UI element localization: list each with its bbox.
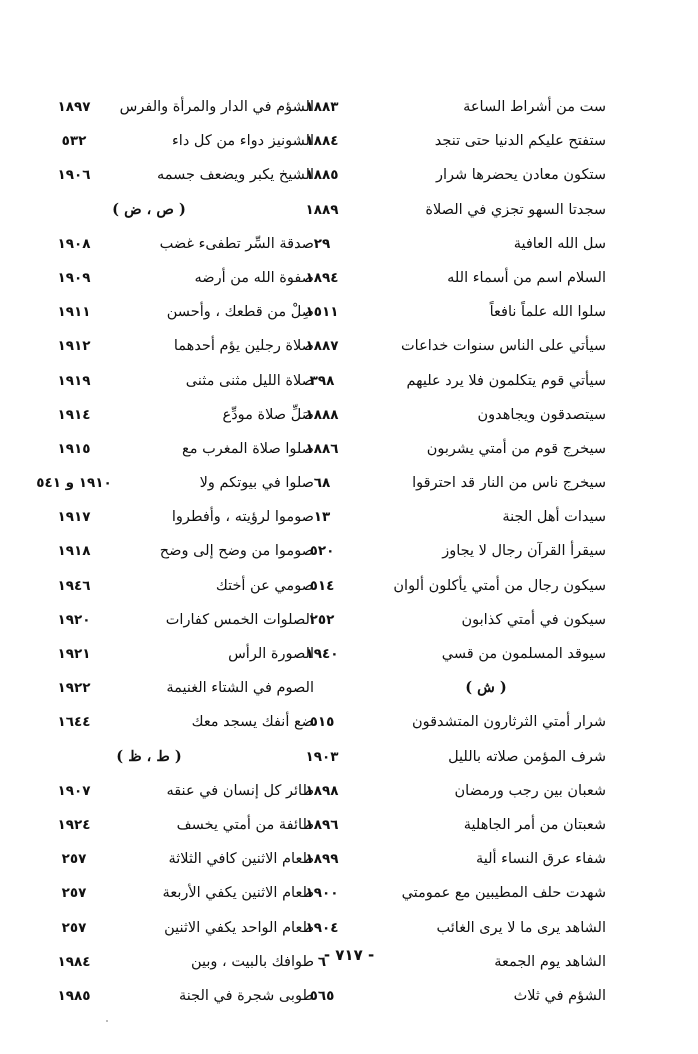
index-entry (286, 158, 606, 192)
entry-title: السلام اسم من أسماء الله (447, 269, 606, 286)
entry-number: ١٩٠٧ (57, 782, 91, 799)
entry-title: صدقة السِّر تطفىء غضب (159, 235, 314, 252)
entry-title: صلوا في بيوتكم ولا (199, 475, 314, 492)
entry-title: الشونيز دواء من كل داء (171, 133, 314, 150)
index-entry (286, 500, 606, 534)
entry-title: صومي عن أختك (215, 577, 314, 594)
index-entry (52, 398, 314, 432)
entry-number: ١٩١٩ (57, 372, 91, 389)
entry-title: سلوا الله علماً نافعاً (489, 304, 606, 321)
entry-title: طعام الاثنين يكفي الأربعة (162, 885, 314, 902)
index-entry (52, 637, 314, 671)
entry-number: ٥٢٠ (309, 543, 335, 560)
entry-title: صفوة الله من أرضه (194, 269, 314, 286)
entry-number: ٦ (317, 953, 327, 970)
entry-number: ١٣ (313, 509, 331, 526)
index-entry (52, 603, 314, 637)
index-entry (286, 842, 606, 876)
entry-title: سيأتي قوم يتكلمون فلا يرد عليهم (406, 372, 606, 389)
section-heading (52, 740, 314, 774)
entry-number: ١٩٨٤ (57, 953, 91, 970)
index-entry (286, 534, 606, 568)
entry-title: سجدتا السهو تجزي في الصلاة (425, 201, 606, 218)
entry-number: ١٩١١ (57, 304, 91, 321)
index-entry (52, 876, 314, 910)
entry-number: ١٩١٥ (57, 440, 91, 457)
index-entry (286, 876, 606, 910)
index-entry (286, 364, 606, 398)
entry-title: شرف المؤمن صلاته بالليل (448, 748, 606, 765)
entry-title: شفاء عرق النساء ألية (475, 851, 606, 868)
entry-number: ١٩١٧ (57, 509, 91, 526)
entry-number: ١٨٩٤ (305, 269, 339, 286)
entry-title: سيوقد المسلمون من قسي (441, 646, 606, 662)
section-heading (286, 671, 606, 705)
left-index-column (36, 90, 314, 1013)
entry-title: ستفتح عليكم الدنيا حتى تنجد (434, 133, 606, 150)
entry-number: ٥٣٢ (61, 133, 87, 150)
index-entry (286, 705, 606, 739)
entry-title: طعام الاثنين كافي الثلاثة (168, 851, 314, 868)
entry-number: ١٨٩٨ (305, 782, 339, 799)
entry-number: ٥١٤ (309, 577, 335, 594)
index-entry (286, 261, 606, 295)
entry-number: ١٩١٤ (57, 406, 91, 423)
entry-number: ٥١٥ (309, 714, 335, 731)
entry-number: ١٩١٠ و ٥٤١ (36, 475, 112, 492)
entry-number: ٣٩٨ (309, 372, 335, 389)
entry-title: شهدت حلف المطيبين مع عمومتي (401, 885, 606, 902)
entry-title: سيأتي على الناس سنوات خداعات (401, 338, 606, 355)
index-entry (286, 329, 606, 363)
entry-title: ست من أشراط الساعة (463, 99, 606, 115)
entry-number: ١٨٩٦ (305, 816, 339, 833)
entry-number: ١٩٠٣ (305, 748, 339, 765)
entry-number: ١٨٩٩ (305, 851, 339, 868)
entry-number: ١٩٤٦ (57, 577, 91, 594)
entry-number: ١٩٢١ (57, 646, 91, 662)
entry-title: ضع أنفك يسجد معك (191, 714, 314, 731)
entry-title: الشؤم في الدار والمرأة والفرس (119, 99, 314, 115)
index-entry (286, 432, 606, 466)
index-entry (52, 227, 314, 261)
entry-title: طائفة من أمتي يخسف (176, 816, 314, 833)
index-entry (52, 705, 314, 739)
entry-number: ١٨٨٣ (305, 99, 339, 115)
entry-title: شعبان بين رجب ورمضان (454, 782, 606, 799)
index-entry (52, 261, 314, 295)
index-entry (286, 774, 606, 808)
index-entry (286, 90, 606, 124)
entry-number: ١٩٢٠ (57, 611, 91, 628)
entry-number: ١٩٠٠ (305, 885, 339, 902)
entry-title: طائر كل إنسان في عنقه (166, 782, 314, 799)
entry-number: ٢٥٧ (61, 885, 87, 902)
entry-number: ٢٥٧ (61, 851, 87, 868)
entry-title: الصوم في الشتاء الغنيمة (166, 680, 314, 697)
entry-number: ١٩٨٥ (57, 987, 91, 1004)
index-entry (52, 671, 314, 705)
entry-title: الشيخ يكبر ويضعف جسمه (156, 167, 314, 184)
entry-number: ١٩٠٩ (57, 269, 91, 286)
index-entry (52, 774, 314, 808)
index-entry (36, 466, 314, 500)
entry-title: صلاة رجلين يؤم أحدهما (173, 338, 314, 355)
entry-title: سيخرج قوم من أمتي يشربون (426, 440, 606, 457)
index-entry (52, 432, 314, 466)
page-number: - ٧١٧ - (323, 946, 375, 964)
entry-number: ٦٨ (313, 475, 331, 492)
section-heading-label: ( ط ، ظ ) (116, 747, 182, 765)
entry-title: سيخرج ناس من النار قد احترقوا (412, 475, 606, 492)
entry-title: صوموا لرؤيته ، وأفطروا (171, 509, 314, 526)
entry-title: صلوا صلاة المغرب مع (182, 440, 314, 457)
index-entry (286, 603, 606, 637)
entry-number: ١٩٠٦ (57, 167, 91, 184)
entry-number: ١٦٤٤ (57, 714, 91, 731)
scan-speck (106, 1020, 108, 1022)
entry-number: ١٩٠٨ (57, 235, 91, 252)
entry-title: الشؤم في ثلاث (513, 987, 606, 1004)
entry-number: ١٥١١ (305, 304, 339, 321)
entry-title: صوموا من وضح إلى وضح (159, 543, 314, 560)
index-entry (52, 979, 314, 1013)
entry-number: ١٩١٨ (57, 543, 91, 560)
entry-title: سيتصدقون ويجاهدون (477, 406, 606, 423)
entry-title: طعام الواحد يكفي الاثنين (164, 919, 314, 936)
section-heading-label: ( ش ) (465, 679, 507, 697)
entry-title: سل الله العافية (513, 235, 606, 252)
index-entry (52, 364, 314, 398)
entry-title: طوافك بالبيت ، وبين (190, 953, 314, 970)
entry-number: ١٨٨٤ (305, 133, 339, 150)
entry-number: ١٩١٢ (57, 338, 91, 355)
index-entry (286, 569, 606, 603)
entry-title: سيكون في أمتي كذابون (461, 611, 606, 628)
index-entry (52, 569, 314, 603)
index-entry (52, 808, 314, 842)
entry-title: شعبتان من أمر الجاهلية (463, 816, 606, 833)
entry-title: صَلِّ صلاة مودِّع (222, 406, 314, 423)
entry-number: ٢٥٢ (309, 611, 335, 628)
index-entry (286, 227, 606, 261)
entry-number: ١٨٨٨ (305, 406, 339, 423)
index-entry (52, 500, 314, 534)
index-entry (286, 740, 606, 774)
index-entry (286, 466, 606, 500)
entry-number: ٥٦٥ (309, 987, 335, 1004)
index-entry (286, 193, 606, 227)
entry-number: ٢٥٧ (61, 919, 87, 936)
entry-title: سيقرأ القرآن رجال لا يجاوز (442, 543, 606, 560)
right-index-column (286, 90, 606, 1013)
index-entry (286, 295, 606, 329)
entry-title: الشاهد يرى ما لا يرى الغائب (436, 919, 606, 936)
index-entry (52, 329, 314, 363)
entry-title: ستكون معادن يحضرها شرار (436, 167, 606, 184)
entry-title: صلاة الليل مثنى مثنى (185, 372, 314, 389)
index-entry (286, 398, 606, 432)
entry-number: ١٩٢٤ (57, 816, 91, 833)
index-entry (286, 911, 606, 945)
section-heading (52, 193, 314, 227)
section-heading-label: ( ص ، ض ) (112, 200, 186, 218)
entry-number: ١٨٨٧ (305, 338, 339, 355)
entry-title: الصلوات الخمس كفارات (165, 611, 314, 628)
entry-number: ١٨٨٦ (305, 440, 339, 457)
index-entry (52, 911, 314, 945)
entry-title: شرار أمتي الثرثارون المتشدقون (411, 714, 606, 731)
index-entry (286, 124, 606, 158)
index-entry (286, 637, 606, 671)
entry-title: صِلْ من قطعك ، وأحسن (166, 304, 314, 321)
entry-number: ٢٩ (313, 235, 331, 252)
index-entry (52, 534, 314, 568)
entry-title: الصورة الرأس (228, 646, 314, 662)
entry-number: ١٨٩٧ (57, 99, 91, 115)
index-entry (52, 295, 314, 329)
entry-title: طوبى شجرة في الجنة (178, 987, 314, 1004)
entry-number: ١٩٤٠ (305, 646, 339, 662)
index-entry (52, 124, 314, 158)
entry-title: الشاهد يوم الجمعة (494, 953, 606, 970)
entry-title: سيدات أهل الجنة (502, 509, 606, 526)
entry-number: ١٩٠٤ (305, 919, 339, 936)
index-entry (286, 808, 606, 842)
index-entry (286, 979, 606, 1013)
entry-number: ١٨٨٥ (305, 167, 339, 184)
entry-number: ١٨٨٩ (305, 201, 339, 218)
index-entry (52, 158, 314, 192)
entry-number: ١٩٢٢ (57, 680, 91, 697)
entry-title: سيكون رجال من أمتي يأكلون ألوان (393, 577, 606, 594)
index-entry (52, 842, 314, 876)
index-entry (52, 90, 314, 124)
